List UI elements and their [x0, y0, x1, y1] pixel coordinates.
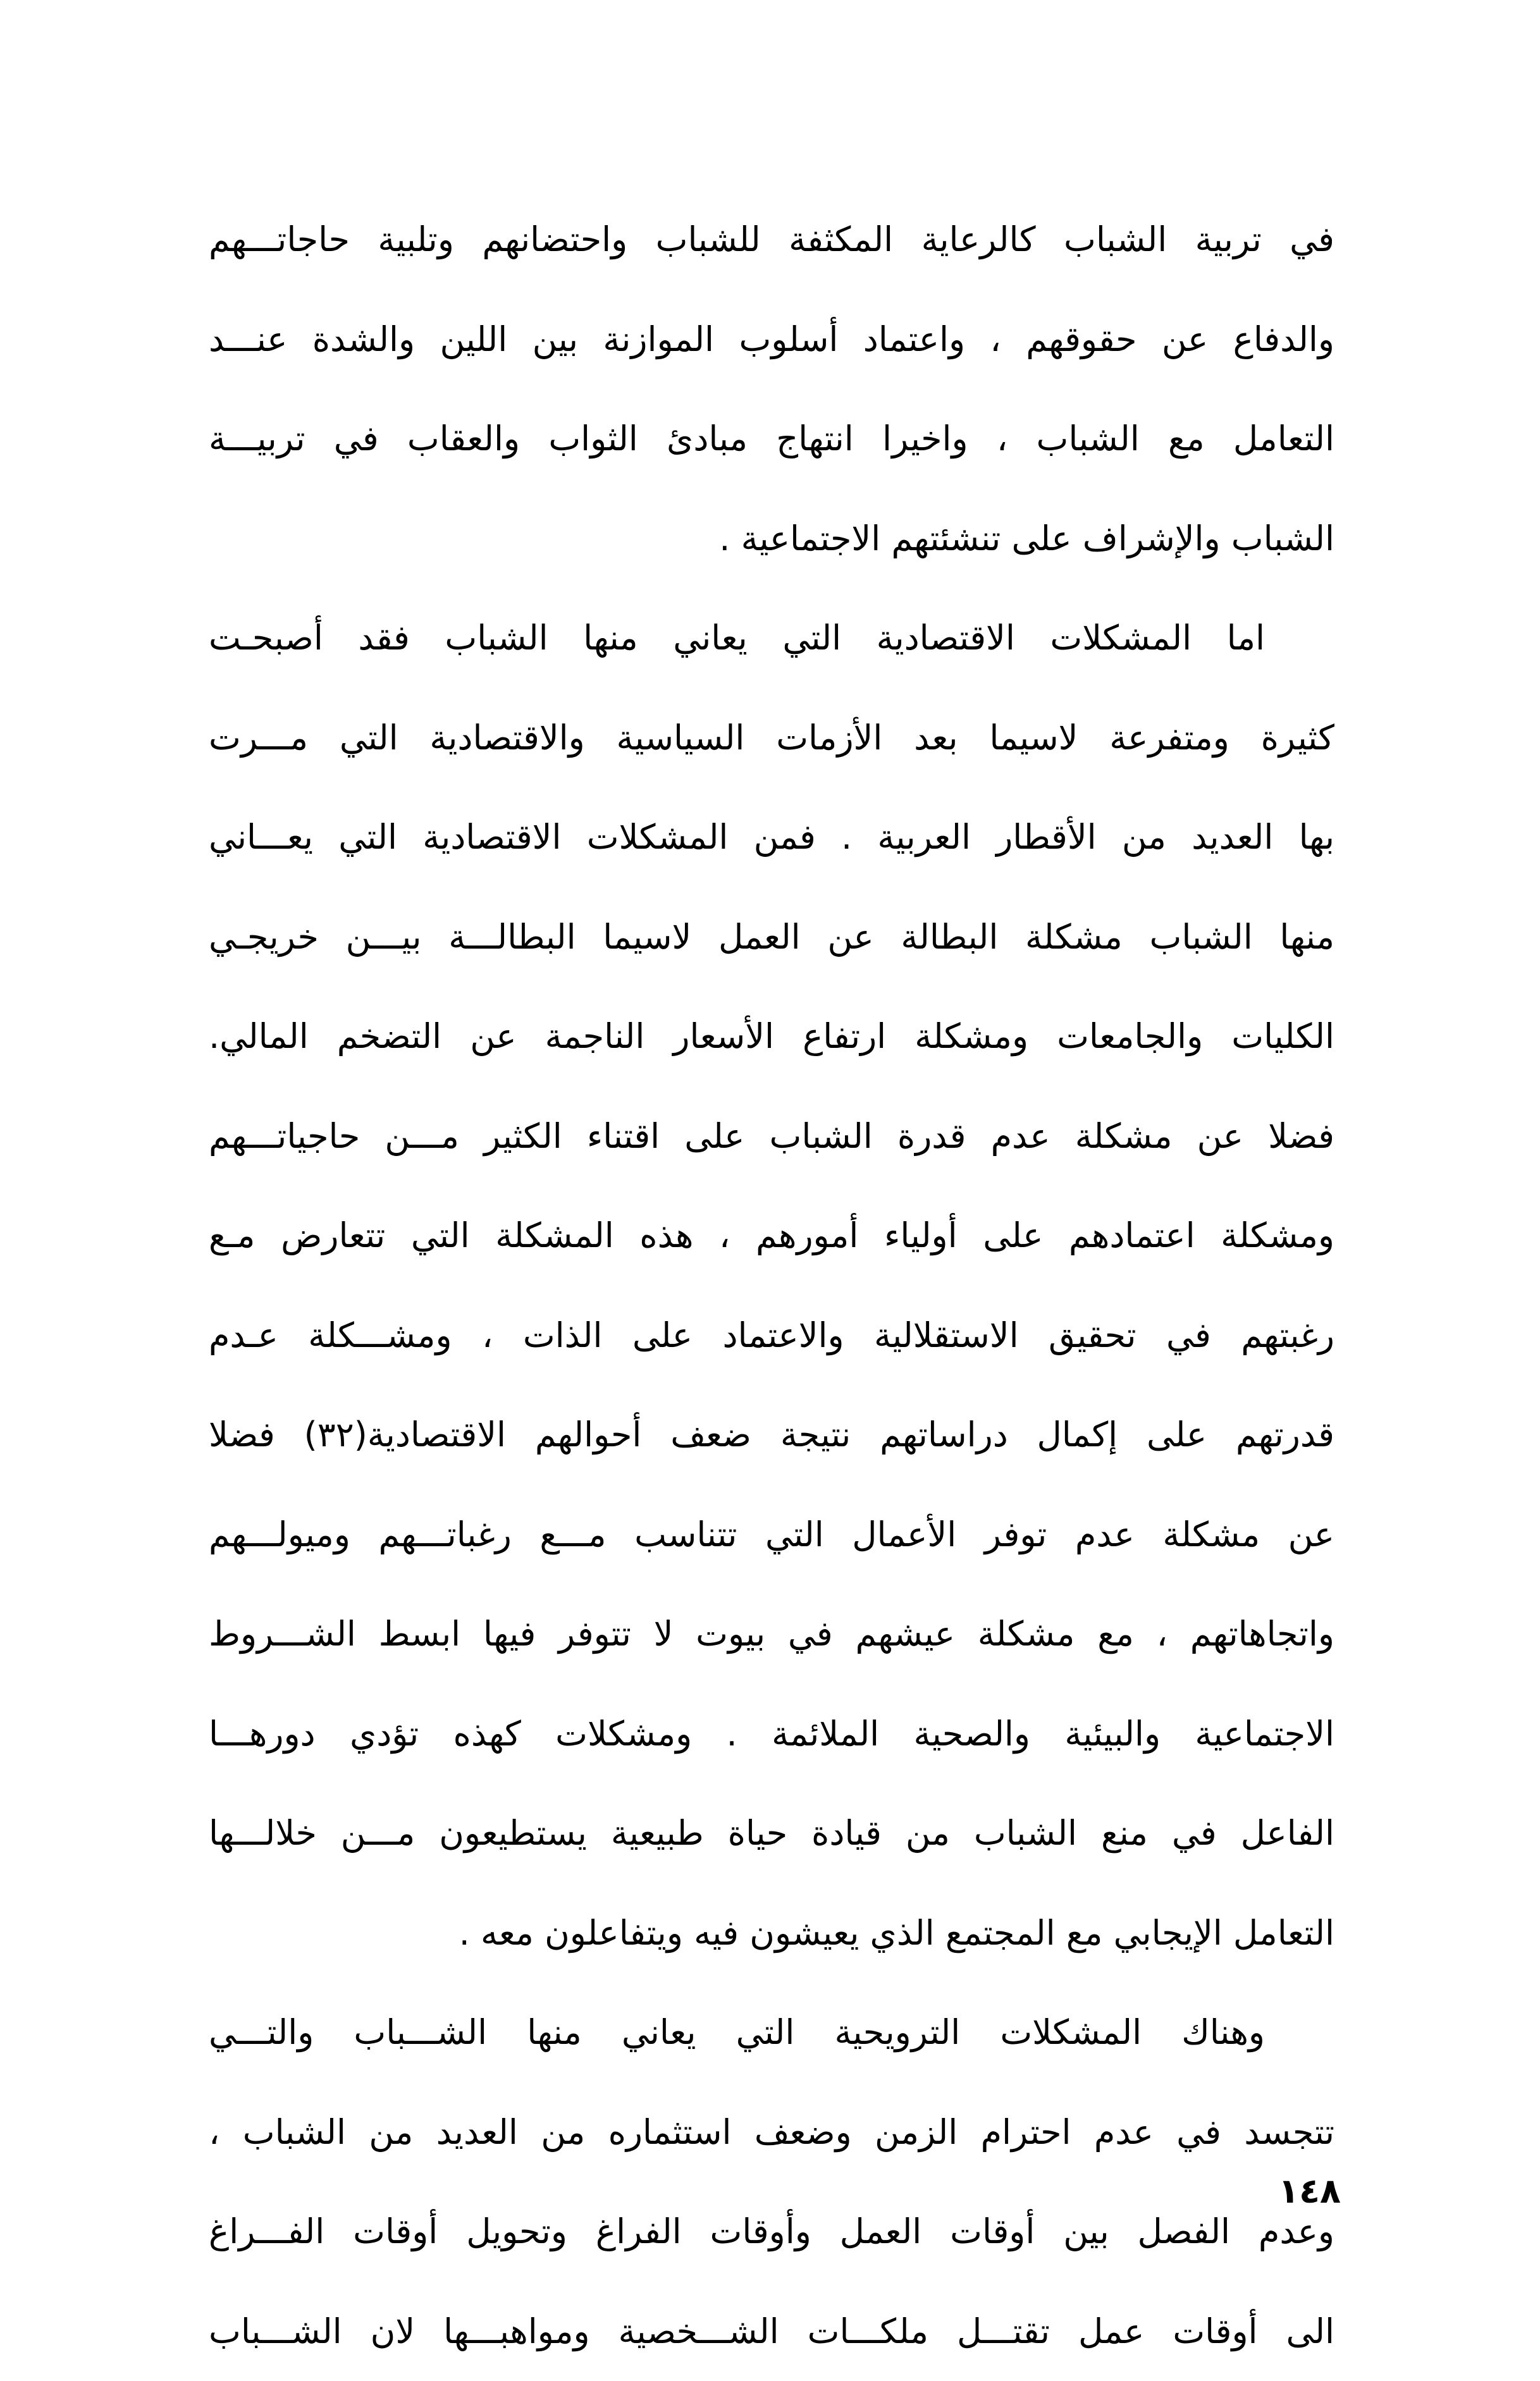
text-line: اما المشكلات الاقتصادية التي يعاني منها الشباب فقد أصبحـت	[209, 588, 1334, 688]
text-line: رغبتهم في تحقيق الاستقلالية والاعتماد على الذات ، ومشـــكلة عـدم	[209, 1286, 1334, 1386]
text-line: وهناك المشكلات الترويحية التي يعاني منها الشـــباب والتـــي	[209, 1983, 1334, 2083]
text-line: فضلا عن مشكلة عدم قدرة الشباب على اقتناء الكثير مـــن حاجياتـــهم	[209, 1086, 1334, 1186]
text-line: الفاعل في منع الشباب من قيادة حياة طبيعية يستطيعون مـــن خلالـــها	[209, 1783, 1334, 1883]
text-line: ومشكلة اعتمادهم على أولياء أمورهم ، هذه المشكلة التي تتعارض مـع	[209, 1186, 1334, 1286]
text-line: وعدم الفصل بين أوقات العمل وأوقات الفراغ وتحويل أوقات الفـــراغ	[209, 2182, 1334, 2282]
text-line: والدفاع عن حقوقهم ، واعتماد أسلوب الموازنة بين اللين والشدة عنـــد	[209, 290, 1334, 390]
page-number: ١٤٨	[1189, 2166, 1341, 2217]
text-line: بها العديد من الأقطار العربية . فمن المشكلات الاقتصادية التي يعـــاني	[209, 787, 1334, 887]
text-line: الكليات والجامعات ومشكلة ارتفاع الأسعار الناجمة عن التضخم المالي.	[209, 987, 1334, 1086]
text-line: الشباب والإشراف على تنشئتهم الاجتماعية .	[209, 489, 1334, 589]
text-line: تتجسد في عدم احترام الزمن وضعف استثماره من العديد من الشباب ،	[209, 2083, 1334, 2182]
text-line: منها الشباب مشكلة البطالة عن العمل لاسيما البطالـــة بيـــن خريجـي	[209, 887, 1334, 987]
text-line: عن مشكلة عدم توفر الأعمال التي تتناسب مـــع رغباتـــهم وميولـــهم	[209, 1485, 1334, 1585]
text-line: الى أوقات عمل تقتـــل ملكـــات الشـــخصية ومواهبـــها لان الشـــباب	[209, 2282, 1334, 2381]
text-line: الاجتماعية والبيئية والصحية الملائمة . ومشكلات كهذه تؤدي دورهـــا	[209, 1684, 1334, 1784]
text-line: قدرتهم على إكمال دراساتهم نتيجة ضعف أحوالهم الاقتصادية(٣٢) فضلا	[209, 1385, 1334, 1485]
text-line: واتجاهاتهم ، مع مشكلة عيشهم في بيوت لا تتوفر فيها ابسط الشـــروط	[209, 1584, 1334, 1684]
text-line: التعامل الإيجابي مع المجتمع الذي يعيشون فيه ويتفاعلون معه .	[209, 1883, 1334, 1983]
text-line: التعامل مع الشباب ، واخيرا انتهاج مبادئ الثواب والعقاب في تربيـــة	[209, 389, 1334, 489]
text-line: في تربية الشباب كالرعاية المكثفة للشباب واحتضانهم وتلبية حاجاتـــهم	[209, 190, 1334, 290]
text-line: كثيرة ومتفرعة لاسيما بعد الأزمات السياسية والاقتصادية التي مـــرت	[209, 688, 1334, 788]
body-text	[209, 190, 1334, 2381]
